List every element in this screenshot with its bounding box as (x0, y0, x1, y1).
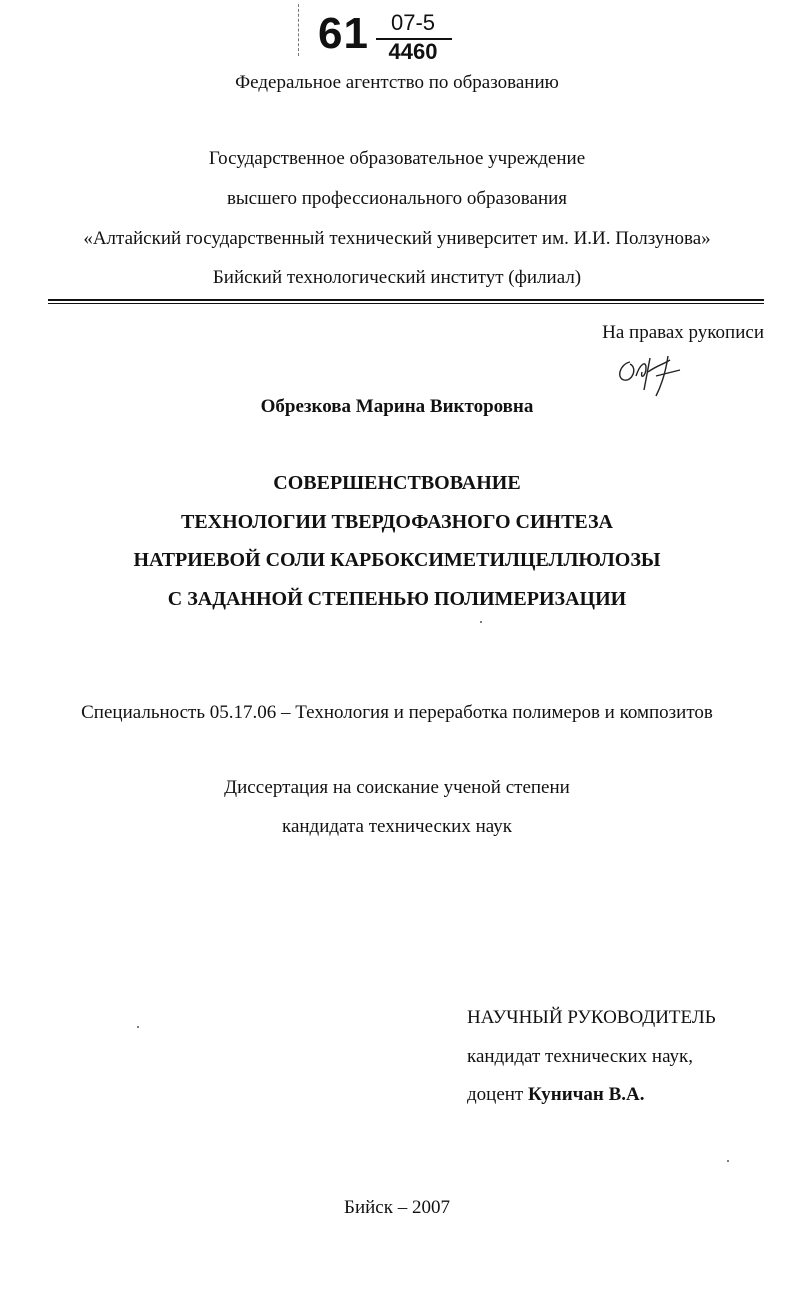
supervisor-title-prefix: доцент (467, 1084, 524, 1105)
institution-line-4: Бийский технологический институт (филиал) (212, 267, 582, 288)
institution-line-3: «Алтайский государственный технический университет им. И.И. Ползунова» (83, 228, 711, 249)
stamp-numerator: 07-5 (390, 10, 436, 35)
header-divider-thin (48, 303, 764, 304)
institution-line-2: высшего профессионального образования (226, 188, 568, 209)
manuscript-note: На правах рукописи (602, 322, 764, 343)
agency-name: Федеральное агентство по образованию (235, 72, 559, 93)
institution-line-1: Государственное образовательное учреждение (208, 148, 586, 169)
dissertation-line-2: кандидата технических наук (282, 816, 512, 837)
supervisor-degree: кандидат технических наук, (467, 1046, 694, 1067)
scan-speck (480, 621, 482, 623)
archive-stamp (318, 8, 468, 66)
stamp-dashed-mark (298, 4, 300, 56)
title-line-3: НАТРИЕВОЙ СОЛИ КАРБОКСИМЕТИЛЦЕЛЛЮЛОЗЫ (133, 549, 661, 571)
dissertation-line-1: Диссертация на соискание ученой степени (224, 777, 570, 798)
title-line-2: ТЕХНОЛОГИИ ТВЕРДОФАЗНОГО СИНТЕЗА (181, 511, 613, 533)
scan-speck (727, 1160, 729, 1162)
supervisor-heading: НАУЧНЫЙ РУКОВОДИТЕЛЬ (467, 1007, 716, 1028)
supervisor-name: Куничан В.А. (528, 1084, 645, 1105)
stamp-main-number: 61 (318, 9, 369, 58)
scan-speck (137, 1026, 139, 1028)
signature-mark (612, 350, 692, 400)
title-line-1: СОВЕРШЕНСТВОВАНИЕ (273, 472, 521, 494)
title-line-4: С ЗАДАННОЙ СТЕПЕНЬЮ ПОЛИМЕРИЗАЦИИ (167, 588, 627, 610)
author-name: Обрезкова Марина Викторовна (260, 396, 534, 417)
stamp-denominator: 4460 (388, 39, 438, 64)
header-divider (48, 299, 764, 301)
city-year: Бийск – 2007 (344, 1197, 450, 1218)
supervisor-title (467, 1083, 645, 1107)
specialty: Специальность 05.17.06 – Технология и переработка полимеров и композитов (81, 702, 713, 723)
